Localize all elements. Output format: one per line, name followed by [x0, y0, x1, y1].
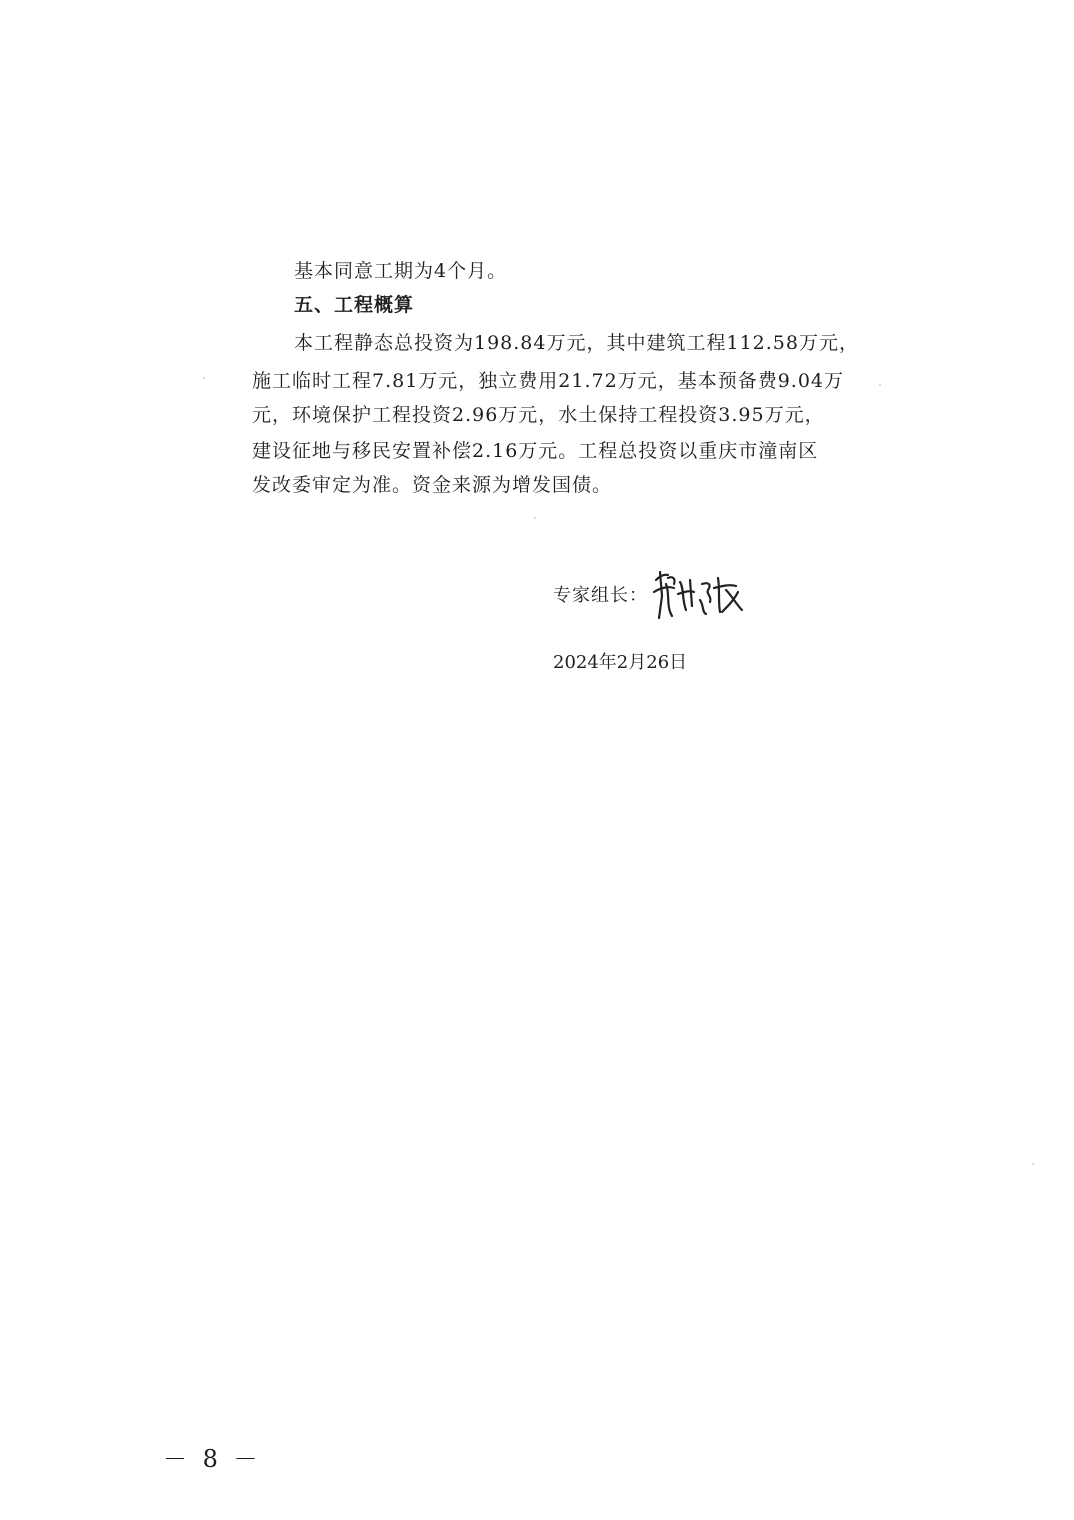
estimate-line-3: 元，环境保护工程投资2.96万元，水土保持工程投资3.95万元，: [252, 404, 825, 426]
estimate-line-2: 施工临时工程7.81万元，独立费用21.72万元，基本预备费9.04万: [252, 370, 845, 392]
handwritten-signature: [650, 566, 750, 626]
scan-speck: [203, 377, 205, 379]
scan-speck: [879, 384, 881, 386]
scan-speck: [534, 517, 536, 519]
signature-row: [553, 566, 750, 626]
estimate-line-1: 本工程静态总投资为198.84万元，其中建筑工程112.58万元，: [294, 332, 859, 354]
scan-speck: [1032, 1163, 1034, 1165]
signature-label: 专家组长：: [553, 585, 648, 606]
section-heading: 五、工程概算: [294, 294, 415, 316]
estimate-line-5: 发改委审定为准。资金来源为增发国债。: [252, 474, 613, 496]
duration-paragraph: 基本同意工期为4个月。: [294, 260, 508, 282]
signature-date: 2024年2月26日: [553, 652, 688, 673]
page-number: － 8 －: [163, 1445, 262, 1473]
estimate-line-4: 建设征地与移民安置补偿2.16万元。工程总投资以重庆市潼南区: [252, 440, 819, 462]
